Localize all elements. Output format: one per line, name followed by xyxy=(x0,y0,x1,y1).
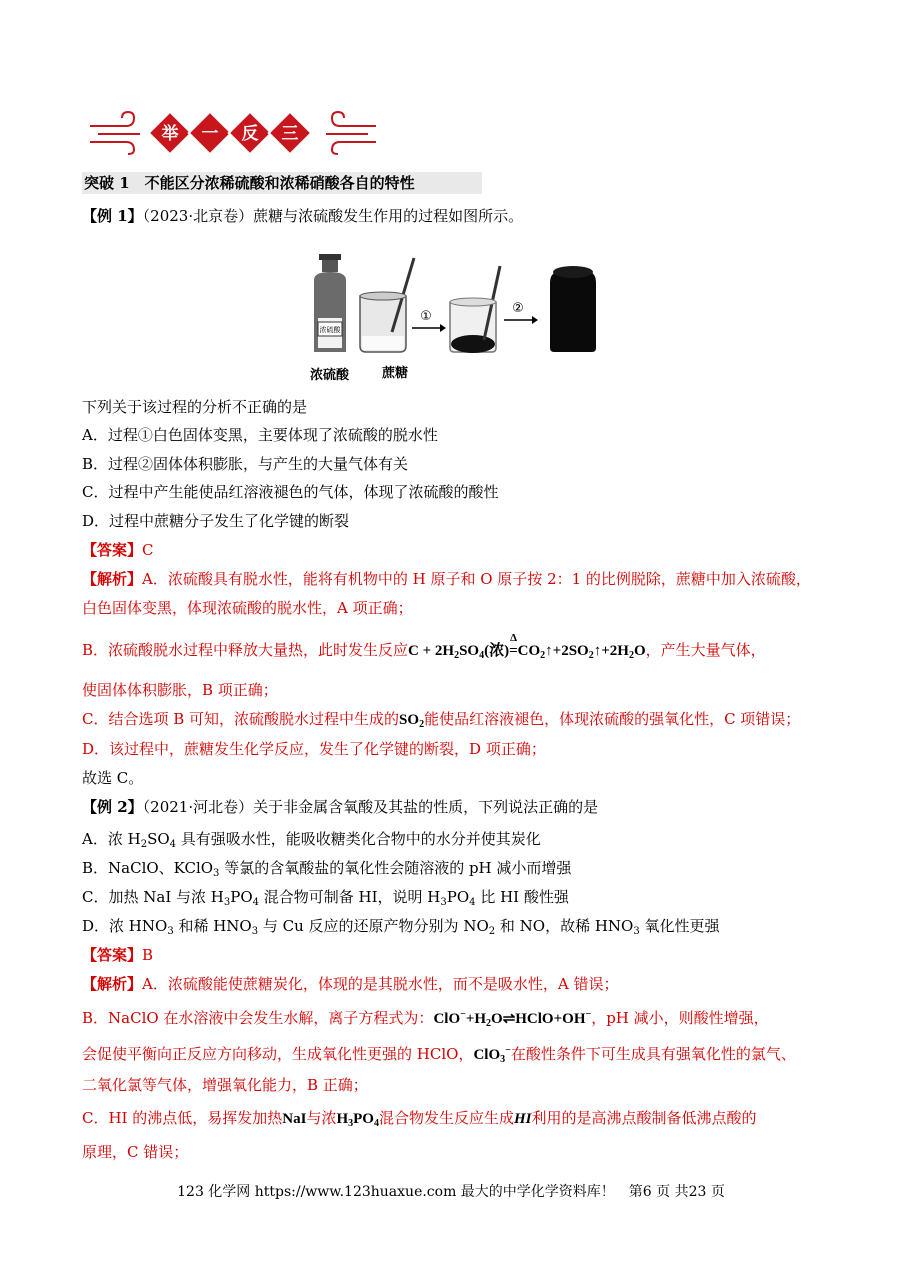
ex1-analysis-b2: 使固体体积膨胀，B 项正确； xyxy=(82,681,278,699)
banner-right-ornament xyxy=(326,112,376,154)
ex2-analysis-b3: 二氧化氯等气体，增强氧化能力，B 正确； xyxy=(82,1076,368,1094)
ex1-source: （2023·北京卷） xyxy=(142,207,254,225)
ex1-stem-line xyxy=(82,206,523,226)
formula-nai: NaI xyxy=(282,1111,307,1127)
banner-char-4: 三 xyxy=(281,124,299,144)
ex1-option-d: D．过程中蔗糖分子发生了化学键的断裂 xyxy=(82,512,350,530)
ex2-option-a: A．浓 $H_2SO_4$ 具有强吸水性，能吸收糖类化合物中的水分并使其炭化 xyxy=(82,830,541,850)
ex2-option-b: B．NaClO、KClO$_3$ 等氯的含氧酸盐的氧化性会随溶液的 pH 减小而增强 xyxy=(82,859,572,879)
ex2-answer-line xyxy=(82,945,153,965)
ex2-analysis-b2-pre: 会促使平衡向正反应方向移动，生成氧化性更强的 HClO， xyxy=(82,1045,474,1063)
banner-char-3: 反 xyxy=(241,124,259,144)
ex1-analysis-c xyxy=(82,709,800,730)
section-banner xyxy=(88,108,378,158)
section-heading: 突破 1 不能区分浓稀硫酸和浓稀硝酸各自的特性 xyxy=(82,172,482,194)
ex2-analysis-c1-pre: C．HI 的沸点低，易挥发加热 xyxy=(82,1109,283,1127)
ex1-question: 下列关于该过程的分析不正确的是 xyxy=(82,398,308,416)
acid-bottle-icon xyxy=(314,254,346,352)
ex2-analysis-tag: 【解析】 xyxy=(82,975,143,993)
ex2-source: （2021·河北卷） xyxy=(142,798,254,816)
ex1-figure xyxy=(306,236,596,382)
ex1-answer-tag: 【答案】 xyxy=(82,541,143,559)
ex1-tag: 【例 1】 xyxy=(82,207,143,225)
sugar-beaker-icon xyxy=(360,258,414,352)
ex1-conclusion: 故选 C。 xyxy=(82,769,144,787)
carbon-column-icon xyxy=(550,266,596,352)
ex1-analysis-a1-text: A．浓硫酸具有脱水性，能将有机物中的 H 原子和 O 原子按 2：1 的比例脱除，蔗糖中加入浓硫酸， xyxy=(142,570,811,588)
ex2-analysis-c1 xyxy=(82,1108,757,1129)
bottle-text: 浓硫酸 xyxy=(319,326,341,334)
ex1-stem: 蔗糖与浓硫酸发生作用的过程如图所示。 xyxy=(253,207,524,225)
equation-sugar-dehydration: $C + 2H_2SO_4$(浓) Δ $=CO_2↑+2SO_2↑+2H_2O$ xyxy=(408,632,646,661)
ex1-analysis-tag: 【解析】 xyxy=(82,570,143,588)
ex2-answer: B xyxy=(142,946,154,964)
formula-h3po4: $H_3PO_4$ xyxy=(336,1111,379,1129)
formula-hi: HI xyxy=(513,1111,532,1127)
ex2-option-d: D．浓 $HNO_3$ 和稀 $HNO_3$ 与 Cu 反应的还原产物分别为 $NO_2$ 和 NO，故稀 $HNO_3$ 氧化性更强 xyxy=(82,917,720,937)
ex1-answer-line xyxy=(82,540,154,560)
ex1-figure-image xyxy=(306,236,596,382)
ex1-analysis-b1-pre: B．浓硫酸脱水过程中释放大量热，此时发生反应 xyxy=(82,641,409,659)
ex1-analysis-a1 xyxy=(82,569,811,589)
page-footer: 123 化学网 https://www.123huaxue.com 最大的中学化学资料库！ 第6 页 共23 页 xyxy=(177,1184,725,1200)
banner-left-ornament xyxy=(90,112,140,154)
ex2-analysis-c1-mid1: 与浓 xyxy=(306,1109,337,1127)
ex2-answer-tag: 【答案】 xyxy=(82,946,143,964)
banner-char-2: 一 xyxy=(201,124,219,144)
banner-char-1: 举 xyxy=(161,124,179,144)
ex1-analysis-b1 xyxy=(82,632,766,661)
ex2-analysis-b2-post: 在酸性条件下可生成具有强氧化性的氯气、 xyxy=(510,1045,796,1063)
ex2-analysis-c1-mid2: 混合物发生反应生成 xyxy=(378,1109,514,1127)
step-2-label: ② xyxy=(512,301,524,316)
formula-clo3: ClO$_3$− xyxy=(473,1045,511,1065)
ex1-option-a: A．过程①白色固体变黑，主要体现了浓硫酸的脱水性 xyxy=(82,426,438,444)
step-1-label: ① xyxy=(420,309,432,324)
ex2-analysis-b1 xyxy=(82,1008,769,1029)
ex1-analysis-d: D．该过程中，蔗糖发生化学反应，发生了化学键的断裂，D 项正确； xyxy=(82,740,546,758)
bottle-caption: 浓硫酸 xyxy=(310,368,350,383)
ex2-analysis-a-text: A．浓硫酸能使蔗糖炭化，体现的是其脱水性，而不是吸水性，A 错误； xyxy=(142,975,619,993)
ex1-analysis-b1-post: ，产生大量气体， xyxy=(645,641,766,659)
ex2-analysis-b2 xyxy=(82,1044,796,1065)
arrow-2-icon xyxy=(504,316,538,324)
ex2-analysis-c1-post: 利用的是高沸点酸制备低沸点酸的 xyxy=(531,1109,757,1127)
equation-clo-hydrolysis: $ClO^-+H_2O\rightleftharpoons HClO+OH^-$ xyxy=(433,1009,592,1029)
ex1-analysis-a2: 白色固体变黑，体现浓硫酸的脱水性，A 项正确； xyxy=(82,599,413,617)
ex2-option-c: C．加热 NaI 与浓 $H_3PO_4$ 混合物可制备 HI，说明 $H_3PO_4$ 比 HI 酸性强 xyxy=(82,888,569,908)
ex2-stem: 关于非金属含氧酸及其盐的性质，下列说法正确的是 xyxy=(253,798,599,816)
arrow-1-icon xyxy=(412,324,446,332)
ex2-analysis-c2: 原理，C 错误； xyxy=(82,1143,189,1161)
ex2-analysis-a xyxy=(82,974,618,994)
ex1-analysis-c-post: 能使品红溶液褪色，体现浓硫酸的强氧化性，C 项错误； xyxy=(424,710,801,728)
ex1-analysis-c-pre: C．结合选项 B 可知，浓硫酸脱水过程中生成的 xyxy=(82,710,400,728)
sugar-caption: 蔗糖 xyxy=(382,366,409,381)
ex2-analysis-b1-post: ，pH 减小，则酸性增强， xyxy=(591,1009,769,1027)
ex2-analysis-b1-pre: B．NaClO 在水溶液中会发生水解，离子方程式为： xyxy=(82,1009,434,1027)
ex1-option-c: C．过程中产生能使品红溶液褪色的气体，体现了浓硫酸的酸性 xyxy=(82,483,499,501)
formula-so2: $SO_2$ xyxy=(399,712,425,730)
ex1-option-b: B．过程②固体体积膨胀，与产生的大量气体有关 xyxy=(82,455,409,473)
ex2-stem-line xyxy=(82,797,598,817)
ex2-tag: 【例 2】 xyxy=(82,798,143,816)
blackened-beaker-icon xyxy=(450,266,500,353)
ex1-answer: C xyxy=(142,541,154,559)
